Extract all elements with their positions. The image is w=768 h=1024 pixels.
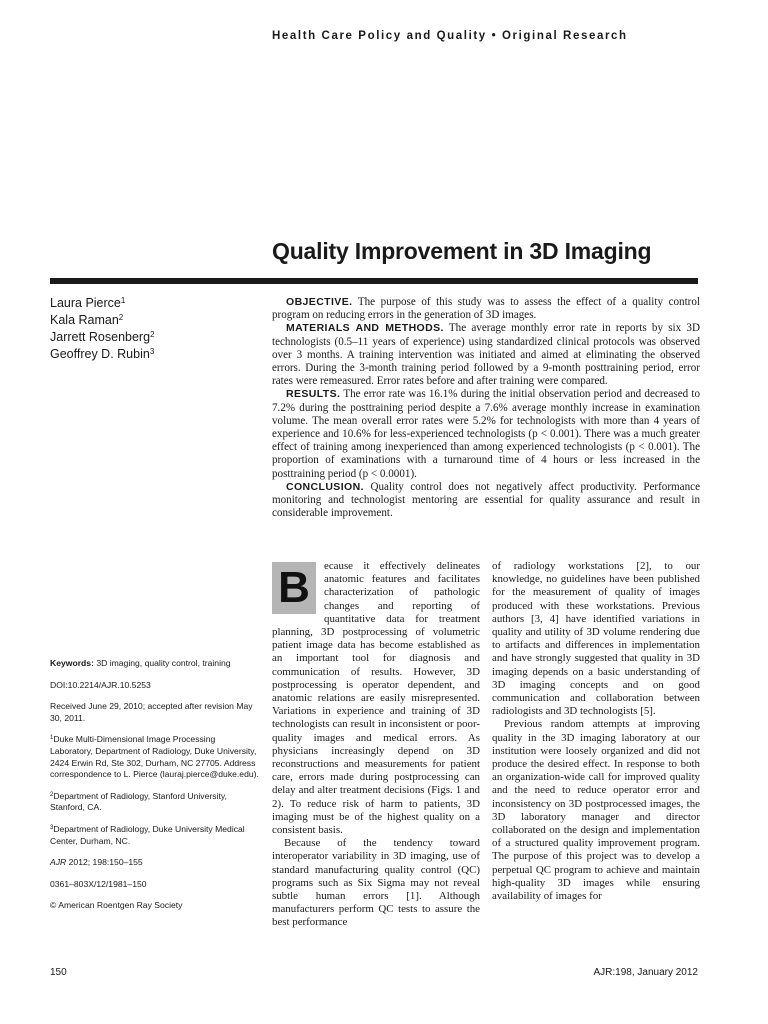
body-paragraph: Because of the tendency toward interoperator variability in 3D imaging, use of standard manufacturing quality control (QC) programs such as Six Sigma may not reveal subtle human errors [1]. Although manufacturers perform QC tests to assure the best performance	[272, 837, 480, 929]
abstract-conclusion	[272, 481, 700, 521]
abstract	[272, 296, 700, 520]
affiliation	[50, 824, 260, 847]
body-text: ecause it effectively delineates anatomic features and facilitates characterization of pathologic changes and reporting of quantitative data for treatment planning, 3D postprocessing of volumetric patient image data has become established as an important tool for diagnosis and communication of results. However, 3D postprocessing is operator dependent, and anatomic relations are easily misrepresented. Variations in experience and training of 3D technologists can result in inconsistent or poor-quality images and medical errors. As physicians increasingly depend on 3D reconstructions and measurements for patient care, errors made during postprocessing can delay and alter treatment decisions (Figs. 1 and 2). To reduce risk of harm to patients, 3D imaging must be of the highest quality on a consistent basis.	[272, 560, 480, 837]
author-affiliation-sup: 3	[149, 347, 155, 356]
citation	[50, 857, 260, 869]
keywords-label: Keywords:	[50, 658, 94, 668]
affiliation	[50, 734, 260, 780]
doi[interactable]: DOI:10.2214/AJR.10.5253	[50, 679, 151, 690]
article-title: Quality Improvement in 3D Imaging	[272, 238, 652, 264]
abstract-text: Quality control does not negatively affect productivity. Performance monitoring and technologist mentoring are essential for quality assurance and result in considerable improvement.	[272, 480, 700, 520]
author-name: Jarrett Rosenberg	[50, 330, 151, 344]
author-affiliation-sup: 2	[150, 330, 155, 339]
article-sidebar	[50, 658, 260, 922]
affiliation-text: Duke Multi-Dimensional Image Processing Laboratory, Department of Radiology, Duke University, 2424 Erwin Rd, Ste 302, Durham, NC 27705. Address correspondence to L. Pierce (lauraj.pierce@duke.edu).	[50, 734, 259, 780]
issn: 0361–803X/12/1981–150	[50, 878, 147, 889]
author[interactable]	[50, 329, 155, 346]
abstract-label: CONCLUSION.	[286, 480, 364, 493]
author[interactable]	[50, 295, 155, 312]
affiliation-text: Department of Radiology, Duke University Medical Center, Durham, NC.	[50, 823, 245, 846]
author[interactable]	[50, 312, 155, 329]
author-name: Geoffrey D. Rubin	[50, 347, 150, 361]
abstract-label: MATERIALS AND METHODS.	[286, 322, 444, 335]
author-list	[50, 295, 155, 363]
body-column-right	[492, 560, 700, 903]
body-paragraph: of radiology workstations [2], to our knowledge, no guidelines have been published for the measurement of quality of images produced with these workstations. Previous authors [3, 4] have identified variations in quality and utility of 3D volume rendering due to artifacts and differences in implementation and have strongly suggested that quality in 3D imaging depends on a basic understanding of 3D imaging concepts and on good communication and collaboration between radiologists and 3D technologists [5].	[492, 560, 700, 718]
body-paragraph: Previous random attempts at improving quality in the 3D imaging laboratory at our institution were loosely organized and did not produce the desired effect. In response to both an organization-wide call for improved quality and the need to reduce operator error and inconsistency on 3D postprocessed images, the 3D laboratory manager and director collaborated on the design and implementation of a structured quality improvement program. The purpose of this project was to develop a perpetual QC program to achieve and maintain high-quality 3D images while ensuring availability of images for	[492, 718, 700, 903]
drop-cap: B	[272, 562, 316, 614]
abstract-label: OBJECTIVE.	[286, 296, 353, 308]
affiliation-sup: 3	[50, 824, 54, 831]
abstract-text: The purpose of this study was to assess the effect of a quality control program on reducing errors in the generation of 3D images.	[272, 296, 701, 322]
author[interactable]	[50, 346, 155, 363]
body-column-left	[272, 560, 480, 930]
abstract-text: The error rate was 16.1% during the initial observation period and decreased to 7.2% during the posttraining period despite a 7.6% average monthly increase in examination volume. The mean overall error rates were 5.2% for technologists with more than 4 years of experience and 10.6% for less-experienced technologists (p < 0.001). There was a much greater effect of training among inexperienced than among experienced technologists (p < 0.001). The proportion of examinations with a turnaround time of 4 hours or less increased in the posttraining period (p < 0.0001).	[272, 388, 700, 480]
abstract-methods	[272, 322, 700, 388]
affiliation-sup: 2	[50, 791, 54, 798]
author-affiliation-sup: 2	[118, 313, 124, 322]
citation-journal: AJR	[50, 857, 67, 868]
journal-footer: AJR:198, January 2012	[593, 967, 698, 978]
body-paragraph	[272, 560, 480, 837]
section-header: Health Care Policy and Quality • Original Research	[272, 30, 628, 42]
title-rule	[50, 278, 698, 284]
received-dates: Received June 29, 2010; accepted after revision May 30, 2011.	[50, 701, 253, 723]
author-affiliation-sup: 1	[120, 296, 126, 305]
author-name: Kala Raman	[50, 313, 119, 327]
abstract-objective	[272, 296, 700, 322]
affiliation	[50, 791, 260, 814]
copyright: © American Roentgen Ray Society	[50, 900, 183, 911]
abstract-results	[272, 388, 700, 480]
abstract-text: The average monthly error rate in reports by six 3D technologists (0.5–11 years of experience) using standardized clinical protocols was observed over 3 months. A training intervention was initiated and aimed at eliminating the observed errors. During the 3-month training period followed by a 9-month posttraining period, error rates were remeasured. Error rates before and after training were compared.	[272, 322, 700, 388]
affiliation-sup: 1	[50, 735, 54, 742]
page-number: 150	[50, 967, 67, 978]
author-name: Laura Pierce	[50, 296, 121, 310]
affiliation-text: Department of Radiology, Stanford University, Stanford, CA.	[50, 790, 227, 813]
citation-details: 2012; 198:150–155	[68, 857, 143, 868]
keywords-text: 3D imaging, quality control, training	[96, 658, 231, 668]
abstract-label: RESULTS.	[286, 388, 341, 401]
keywords	[50, 658, 260, 670]
